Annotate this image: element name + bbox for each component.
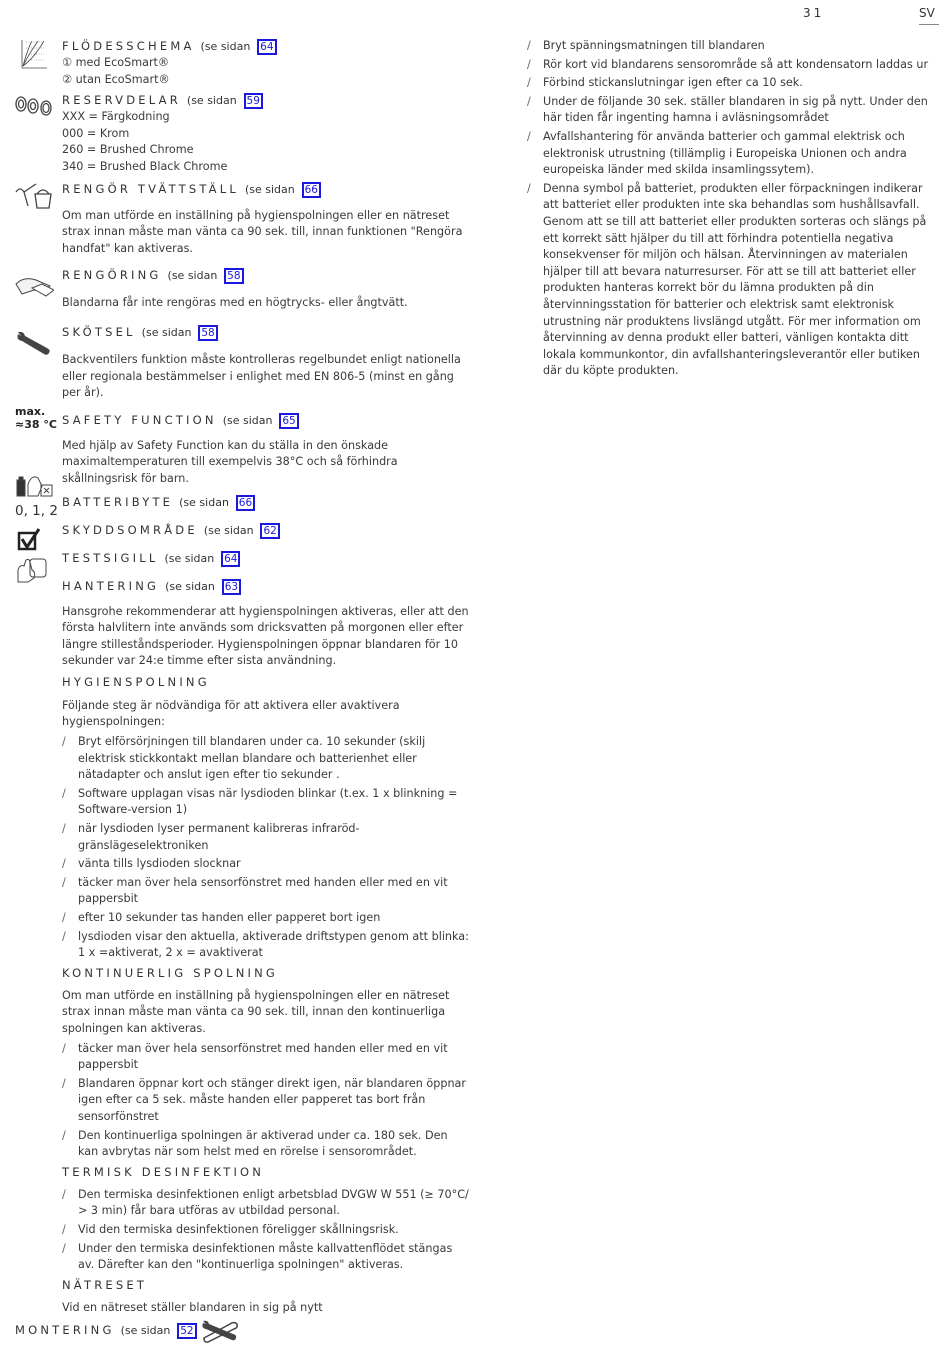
thermal-list [62,1187,470,1274]
clean-basin-icon [14,180,54,212]
flow-line-1: ① med EcoSmart® [62,56,170,69]
max-temp-line2: ≈38 °C [15,418,57,431]
test-seal-heading [62,550,470,567]
protection-title: SKYDDSOMRÅDE [62,522,198,537]
reset-step-4: / Under de följande 30 sek. ställer blandaren in sig på nytt. Under den här tiden får ingenting hamna i avläsningsområdet [527,94,937,127]
hygiene-intro: Följande steg är nödvändiga för att aktivera eller avaktivera hygienspolningen: [62,698,400,729]
tools-icon [200,1318,242,1344]
continuous-intro: Om man utförde en inställning på hygienspolningen eller en nätreset strax innan måste man vänta ca 90 sek. till, innan den kontinuerliga spolningen kan aktiveras. [62,988,450,1035]
hygiene-step-4: / vänta tills lysdioden slocknar [62,856,470,873]
clean-basin-title: RENGÖR TVÄTTSTÄLL [62,181,239,196]
thermal-step-3: / Under den termiska desinfektionen måste kallvattenflödet stängas av. Därefter kan den "kontinuerliga spolningen" aktiveras. [62,1241,470,1274]
safety-text: Med hjälp av Safety Function kan du ställa in den önskade maximaltemperaturen till exempelvis 38°C och så förhindra skållningsrisk för barn. [62,438,398,485]
hygiene-step-5: / täcker man över hela sensorfönstret med handen eller med en vit pappersbit [62,875,470,908]
language-code: SV [919,6,935,20]
spare-parts-page-link[interactable]: 59 [244,93,263,109]
clean-basin-page-link[interactable]: 66 [302,182,321,198]
thermal-heading: TERMISK DESINFEKTION [62,1164,265,1179]
safety-ref: (se sidan [222,413,273,427]
safety-page-link[interactable]: 65 [279,413,298,429]
spare-parts-title: RESERVDELAR [62,93,181,108]
test-seal-checkbox-icon [14,527,44,555]
reset-step-2: / Rör kort vid blandarens sensorområde så att kondensatorn laddas ur [527,57,937,74]
flow-chart-heading [62,38,470,55]
continuous-step-1: / täcker man över hela sensorfönstret med handen eller med en vit pappersbit [62,1041,470,1074]
protection-ref: (se sidan [203,523,254,537]
cleaning-cloth-icon [14,272,54,300]
battery-page-link[interactable]: 66 [236,495,255,511]
disposal-info: / Avfallshantering för använda batterier och gammal elektrisk och elektronisk utrustning (tillämplig i Europeiska Unionen och andra europeiska länder med skilda insamlingssytem). [527,129,937,179]
handling-hand-icon [14,556,50,584]
reset-heading: NÄTRESET [62,1277,148,1292]
spare-parts-ref: (se sidan [186,94,237,108]
mounting-page-link[interactable]: 52 [177,1323,196,1339]
left-column [62,38,470,1316]
care-heading [62,324,470,341]
continuous-list [62,1041,470,1161]
clean-basin-ref: (se sidan [244,182,295,196]
safety-heading [62,412,470,429]
clean-basin-heading [62,181,470,198]
wrench-icon [14,330,54,358]
max-temperature-icon [15,405,57,431]
safety-title: SAFETY FUNCTION [62,412,217,427]
flow-chart-title: FLÖDESSCHEMA [62,39,195,53]
cleaning-title: RENGÖRING [62,268,162,283]
cleaning-heading [62,267,470,284]
hygiene-step-2: / Software upplagan visas när lysdioden blinkar (t.ex. 1 x blinkning = Software-version 1) [62,786,470,819]
protection-heading [62,522,470,539]
handling-page-link[interactable]: 63 [222,579,241,595]
spare-parts-heading [62,92,470,109]
reset-step-3: / Förbind stickanslutningar igen efter ca 10 sek. [527,75,937,92]
hygiene-step-3: / när lysdioden lyser permanent kalibreras infraröd-gränslägeselektroniken [62,821,470,854]
parts-line-2: 000 = Krom [62,126,130,140]
parts-line-4: 340 = Brushed Black Chrome [62,159,228,173]
mounting-ref: (se sidan [120,1324,171,1337]
cleaning-text: Blandarna får inte rengöras med en högtrycks- eller ångtvätt. [62,296,408,310]
test-seal-ref: (se sidan [164,551,215,565]
max-temp-line1: max. [15,405,46,418]
handling-text: Hansgrohe rekommenderar att hygienspolningen aktiveras, eller att den första halvlitern inte används som dricksvatten på morgonen eller efter längre stilleståndsperioder. Hygienspolningen öppnar blandaren för 10 sekunder var 24:e timme efter sista användning. [62,604,469,668]
parts-line-3: 260 = Brushed Chrome [62,143,194,157]
cleaning-ref: (se sidan [167,269,218,283]
hygiene-list [62,734,470,962]
continuous-step-3: / Den kontinuerliga spolningen är aktiverad under ca. 180 sek. Den kan avbrytas när som helst med en rörelse i sensorområdet. [62,1128,470,1161]
hygiene-step-7: / lysdioden visar den aktuella, aktiverade driftstypen genom att blinka: 1 x =aktiverat, 2 x = avaktiverat [62,929,470,962]
handling-title: HANTERING [62,578,160,593]
battery-title: BATTERIBYTE [62,494,174,509]
continuous-heading: KONTINUERLIG SPOLNING [62,965,279,980]
parts-line-1: XXX = Färgkodning [62,110,170,124]
cleaning-page-link[interactable]: 58 [224,268,243,284]
flow-line-2: ② utan EcoSmart® [62,72,170,86]
flow-chart-ref: (se sidan [200,40,251,53]
mounting-title: MONTERING [15,1323,115,1337]
care-title: SKÖTSEL [62,324,136,339]
hygiene-heading: HYGIENSPOLNING [62,674,210,689]
right-column [527,38,937,380]
flow-chart-icon [14,38,48,70]
handling-ref: (se sidan [165,579,215,593]
clean-basin-text: Om man utförde en inställning på hygienspolningen eller en nätreset strax innan måste man vänta ca 90 sek. till, innan funktionen "Rengöra handfat" kan aktiveras. [62,208,463,255]
continuous-step-2: / Blandaren öppnar kort och stänger direkt igen, när blandaren öppnar igen efter ca 5 sek. måste handen eller papperet tas bort från sensorfönstret [62,1076,470,1126]
spare-parts-icon [14,94,54,120]
disposal-symbol-info: / Denna symbol på batteriet, produkten eller förpackningen indikerar att batteriet eller produkten inte ska behandlas som hushållsavfall. Genom att se till att batteriet eller produkten sorteras och slängs på ett korrekt sätt hjälper du till att förhindra potentiella negativa konsekvenser för miljön och hälsan. Återvinningen av materialen hjälper till att bevara naturresurser. För att se till att batteriet eller produkten hanteras korrekt bör du lämna produkten på din återvinningsstation för batterier och elektrisk samt elektronisk utrustning när produktens livslängd utgått. För mer information om återvinning av denna produkt eller batteri, vänligen kontakta ditt lokala kommunkontor, din avfallshanteringsleverantör eller butiken där du köpte produkten. [527,181,937,380]
care-text: Backventilers funktion måste kontrolleras regelbundet enligt nationella eller regionala bestämmelser i enlighet med EN 806-5 (minst en gång per år). [62,352,461,400]
flow-chart-page-link[interactable]: 64 [257,39,276,55]
thermal-step-2: / Vid den termiska desinfektionen föreligger skållningsrisk. [62,1222,470,1239]
handling-heading [62,578,470,595]
protection-zone-icon: 0, 1, 2 [15,503,58,519]
battery-heading [62,494,470,511]
care-ref: (se sidan [141,325,192,339]
protection-page-link[interactable]: 62 [260,523,279,539]
mounting-heading [15,1322,197,1339]
care-page-link[interactable]: 58 [198,325,217,341]
battery-ref: (se sidan [179,495,229,509]
thermal-step-1: / Den termiska desinfektionen enligt arbetsblad DVGW W 551 (≥ 70°C/ > 3 min) får bara utföras av utbildad personal. [62,1187,470,1220]
hygiene-step-6: / efter 10 sekunder tas handen eller papperet bort igen [62,910,470,927]
hygiene-step-1: / Bryt elförsörjningen till blandaren under ca. 10 sekunder (skilj elektrisk stickkontakt mellan blandare och batterienhet eller nätadapter och anslut igen efter tio sekunder . [62,734,470,784]
reset-text: Vid en nätreset ställer blandaren in sig på nytt [62,1300,323,1314]
page-number: 31 [803,6,825,20]
test-seal-page-link[interactable]: 64 [221,551,240,567]
reset-step-1: / Bryt spänningsmatningen till blandaren [527,38,937,55]
battery-icon [14,470,54,498]
test-seal-title: TESTSIGILL [62,550,159,565]
